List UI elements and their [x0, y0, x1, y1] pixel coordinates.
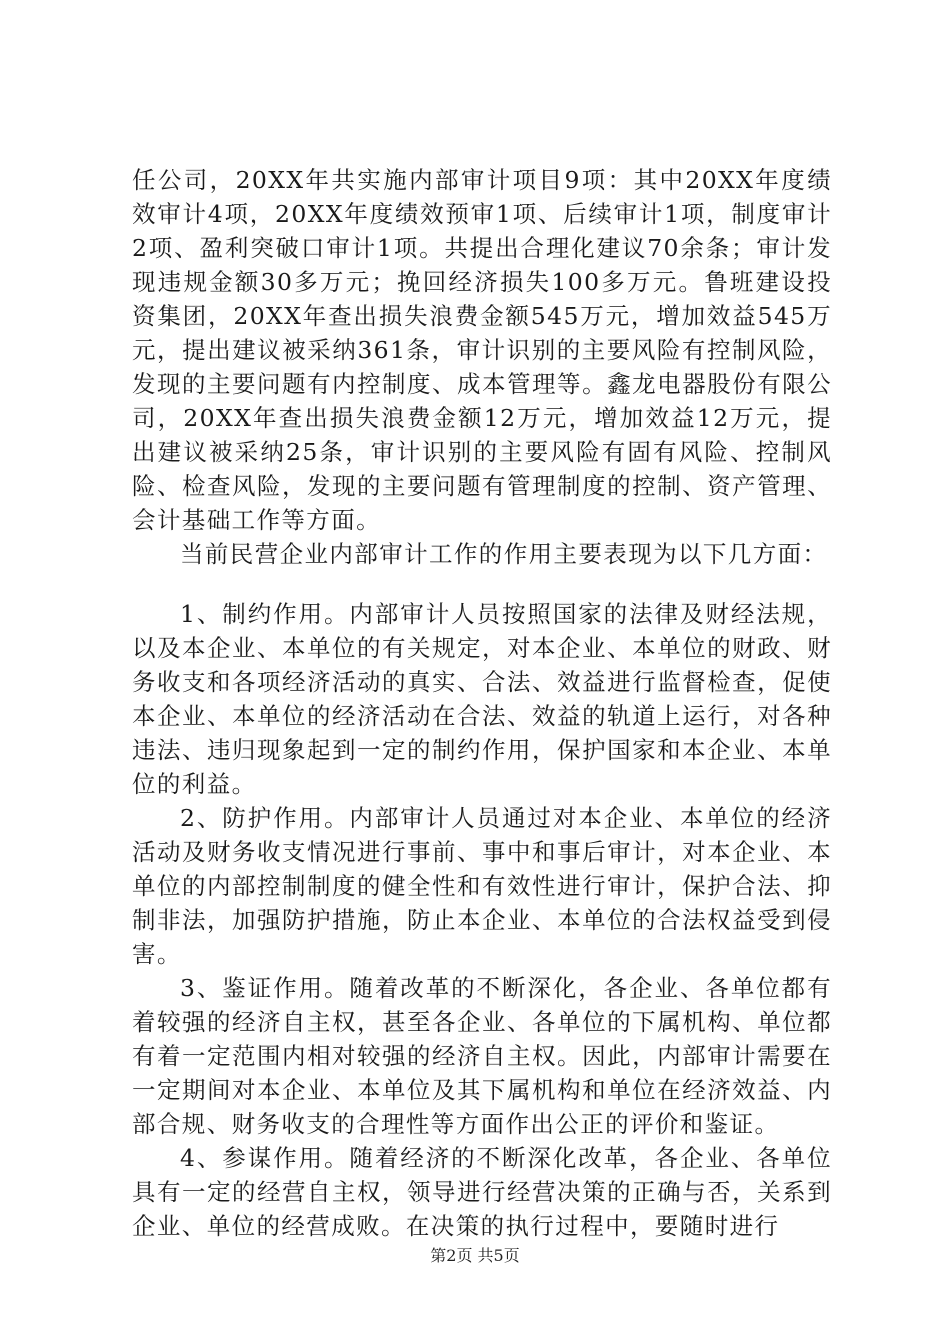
document-body	[132, 163, 832, 1243]
paragraph-continuation: 任公司，20XX年共实施内部审计项目9项：其中20XX年度绩效审计4项，20XX年度绩效预审1项、后续审计1项，制度审计2项、盈利突破口审计1项。共提出合理化建议70余条；审计发现违规金额30多万元；挽回经济损失100多万元。鲁班建设投资集团，20XX年查出损失浪费金额545万元，增加效益545万元，提出建议被采纳361条，审计识别的主要风险有控制风险，发现的主要问题有内控制度、成本管理等。鑫龙电器股份有限公司，20XX年查出损失浪费金额12万元，增加效益12万元，提出建议被采纳25条，审计识别的主要风险有固有风险、控制风险、检查风险，发现的主要问题有管理制度的控制、资产管理、会计基础工作等方面。	[132, 166, 832, 534]
paragraph-role-advisory: 4、参谋作用。随着经济的不断深化改革，各企业、各单位具有一定的经营自主权，领导进行经营决策的正确与否，关系到企业、单位的经营成败。在决策的执行过程中，要随时进行	[132, 1144, 832, 1240]
paragraph-intro-roles: 当前民营企业内部审计工作的作用主要表现为以下几方面：	[180, 540, 828, 568]
paragraph-role-verification: 3、鉴证作用。随着改革的不断深化，各企业、各单位都有着较强的经济自主权，甚至各企业、各单位的下属机构、单位都有着一定范围内相对较强的经济自主权。因此，内部审计需要在一定期间对本企业、本单位及其下属机构和单位在经济效益、内部合规、财务收支的合理性等方面作出公正的评价和鉴证。	[132, 974, 832, 1138]
paragraph-role-restraint: 1、制约作用。内部审计人员按照国家的法律及财经法规，以及本企业、本单位的有关规定，对本企业、本单位的财政、财务收支和各项经济活动的真实、合法、效益进行监督检查，促使本企业、本单位的经济活动在合法、效益的轨道上运行，对各种违法、违归现象起到一定的制约作用，保护国家和本企业、本单位的利益。	[132, 600, 832, 798]
page-number-footer: 第2页 共5页	[430, 1246, 520, 1265]
paragraph-role-protection: 2、防护作用。内部审计人员通过对本企业、本单位的经济活动及财务收支情况进行事前、事中和事后审计，对本企业、本单位的内部控制制度的健全性和有效性进行审计，保护合法、抑制非法，加强防护措施，防止本企业、本单位的合法权益受到侵害。	[132, 804, 832, 968]
paragraph-spacer	[132, 571, 832, 597]
